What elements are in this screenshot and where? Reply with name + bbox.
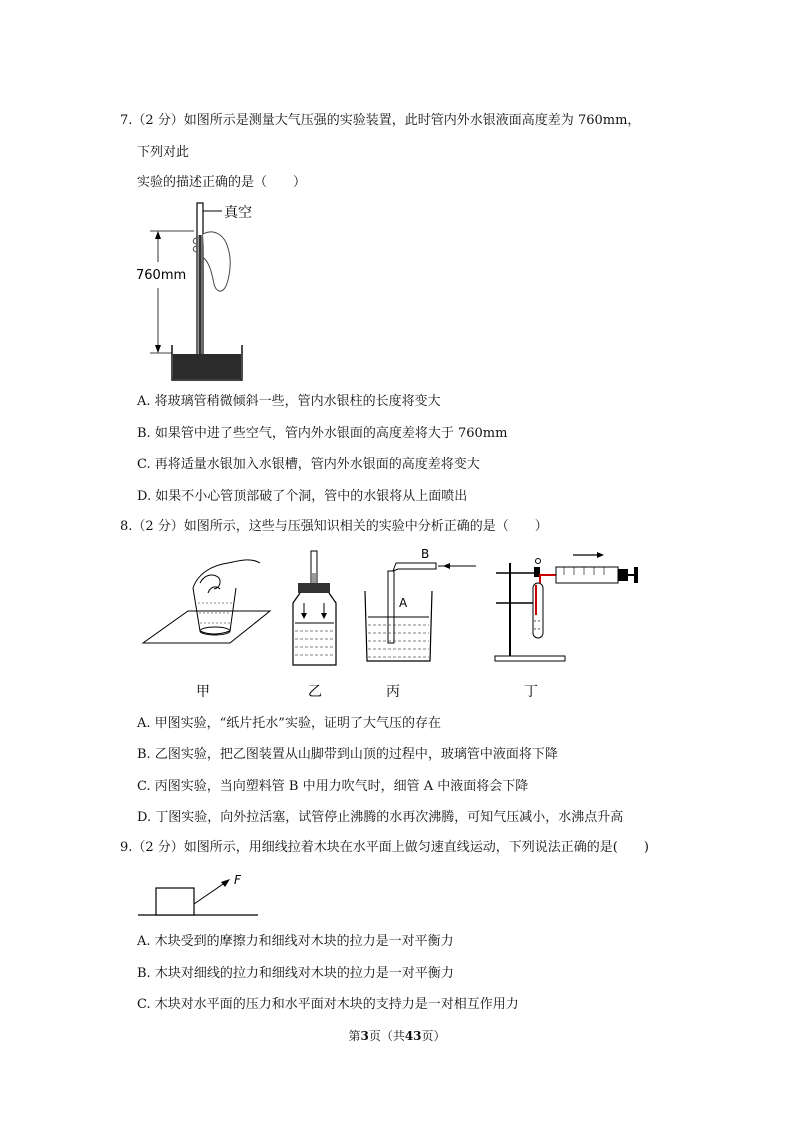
mercury-column — [199, 235, 202, 355]
q7-option-d: D. 如果不小心管顶部破了个洞，管中的水银将从上面喷出 — [137, 489, 468, 504]
page-footer: 第3页（共43页） — [348, 1029, 446, 1043]
caption-bing: 丙 — [386, 684, 400, 700]
caption-ding: 丁 — [524, 684, 538, 700]
label-vacuum: 真空 — [224, 205, 252, 221]
q7-option-b: B. 如果管中进了些空气，管内外水银面的高度差将大于 760mm — [137, 426, 508, 441]
q9-option-c: C. 木块对水平面的压力和水平面对木块的支持力是一对相互作用力 — [137, 997, 519, 1012]
figure-bing — [365, 547, 476, 661]
label-760mm: 760mm — [136, 268, 187, 283]
figure-ding — [495, 552, 638, 661]
label-a: A — [399, 596, 408, 610]
q8-option-b: B. 乙图实验，把乙图装置从山脚带到山顶的过程中，玻璃管中液面将下降 — [137, 747, 558, 762]
q9-option-a: A. 木块受到的摩擦力和细线对木块的拉力是一对平衡力 — [137, 934, 454, 949]
q7-stem-line2: 下列对此 — [137, 145, 190, 160]
q8-option-d: D. 丁图实验，向外拉活塞，试管停止沸腾的水再次沸腾，可知气压减小，水沸点升高 — [137, 810, 624, 825]
pull-string — [194, 882, 226, 904]
q8-experiments-figure — [138, 543, 643, 703]
total-pages: 43 — [404, 1029, 422, 1043]
figure-yi — [293, 551, 336, 665]
label-b: B — [421, 547, 430, 561]
q8-stem: 8.（2 分）如图所示，这些与压强知识相关的实验中分析正确的是（ ） — [120, 519, 548, 534]
label-f: F — [234, 873, 241, 887]
q7-option-a: A. 将玻璃管稍微倾斜一些，管内水银柱的长度将变大 — [137, 394, 441, 409]
caption-yi: 乙 — [308, 684, 322, 700]
q9-option-b: B. 木块对细线的拉力和细线对木块的拉力是一对平衡力 — [137, 966, 454, 981]
page-number: 3 — [360, 1029, 369, 1043]
q7-stem-line3: 实验的描述正确的是（ ） — [137, 175, 307, 190]
figure-jia — [143, 560, 270, 643]
q9-stem: 9.（2 分）如图所示，用细线拉着木块在水平面上做匀速直线运动，下列说法正确的是( ) — [120, 840, 649, 855]
q9-block-figure — [138, 868, 268, 920]
q7-option-c: C. 再将适量水银加入水银槽，管内外水银面的高度差将变大 — [137, 457, 480, 472]
wooden-block — [156, 888, 194, 915]
q8-option-c: C. 丙图实验，当向塑料管 B 中用力吹气时，细管 A 中液面将会下降 — [137, 779, 529, 794]
caption-jia: 甲 — [196, 684, 210, 700]
q7-torricelli-figure — [130, 198, 270, 388]
q7-stem-line1: 7.（2 分）如图所示是测量大气压强的实验装置，此时管内外水银液面高度差为 760mm， — [120, 113, 641, 128]
hand-drawing — [203, 232, 230, 291]
mercury-pool — [173, 354, 241, 379]
q8-option-a: A. 甲图实验，“纸片托水”实验，证明了大气压的存在 — [137, 716, 441, 731]
